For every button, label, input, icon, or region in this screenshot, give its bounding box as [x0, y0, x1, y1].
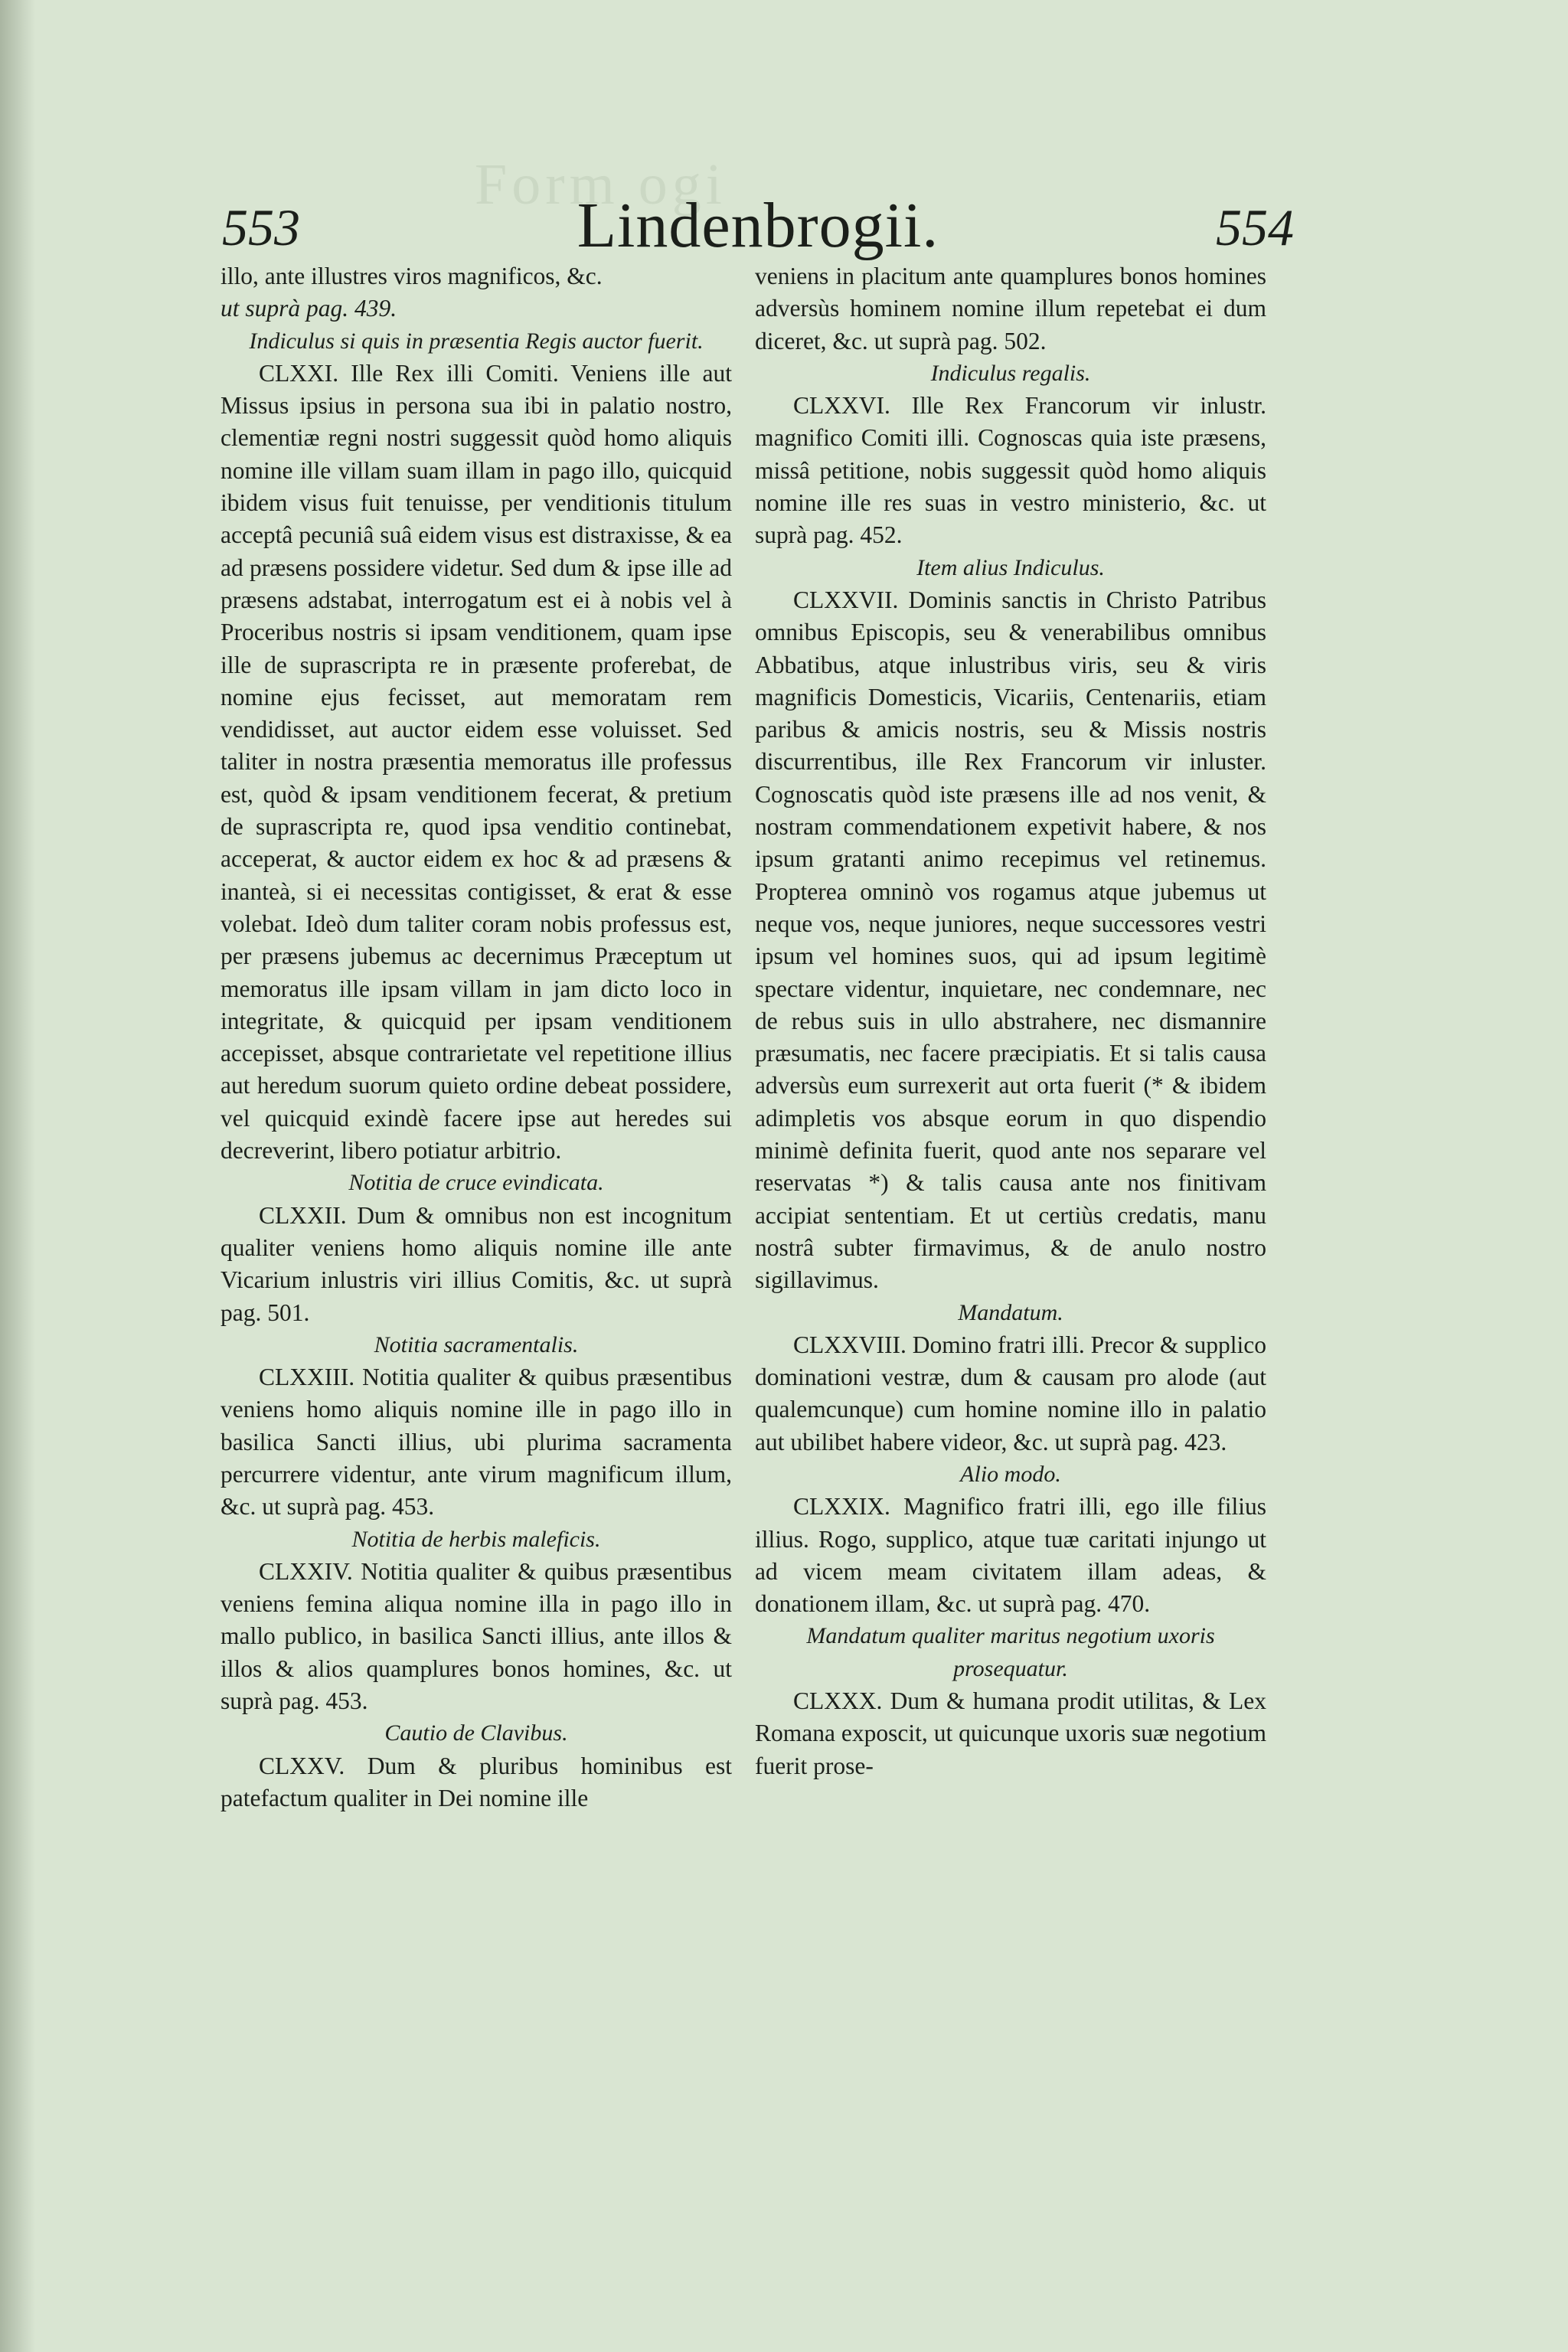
text-paragraph: CLXXI. Ille Rex illi Comiti. Veniens ille aut Missus ipsius in persona sua ibi in palatio nostro, clementiæ regni nostri suggessit quòd homo aliquis nomine ille villam suam illam in pago illo, quicquid ibidem visus fuit tenuisse, per venditionis titulum acceptâ pecuniâ suâ eidem visus est distraxisse, & ea ad præsens possidere videtur. Sed dum & ipse ille ad præsens adstabat, interrogatum est ei à nobis vel à Proceribus nostris si ipsam venditionem, quam ipse ille de suprascripta re in præsente proferebat, de nomine ejus fecisset, aut memoratam rem vendidisset, aut auctor eidem esse voluisset. Sed taliter in nostra præsentia memoratus ille professus est, quòd & ipsam venditionem fecerat, & pretium de suprascripta re, quod ipsa venditio continebat, acceperat, & auctor eidem ex hoc & ad præsens & inanteà, si ei necessitas contigisset, & erat & esse volebat. Ideò dum taliter coram nobis professus est, per præsens jubemus ac decernimus Præceptum ut memoratus ille ipsam villam in jam dicto loco in integritate, & quicquid per ipsam venditionem accepisset, absque contrarietate vel repetitione illius aut heredum suorum quieto ordine debeat possidere, vel quicquid exindè facere ipse aut heredes sui decreverint, libero potiatur arbitrio.: [220, 359, 732, 1165]
text-paragraph: CLXXII. Dum & omnibus non est incognitum qualiter veniens homo aliquis nomine ille ante Vicarium inlustris viri illius Comitis, &c. ut suprà pag. 501.: [220, 1201, 732, 1326]
section-heading: Item alius Indiculus.: [916, 554, 1105, 580]
text-paragraph: CLXXIII. Notitia qualiter & quibus præsentibus veniens homo aliquis nomine ille in pago illo in basilica Sancti illius, ubi plurima sacramenta percurrere videntur, ante virum magnificum illum, &c. ut suprà pag. 453.: [220, 1364, 732, 1521]
text-paragraph: illo, ante illustres viros magnificos, &c.: [220, 263, 603, 289]
section-heading: Notitia sacramentalis.: [374, 1331, 579, 1357]
text-paragraph: veniens in placitum ante quamplures bonos homines adversùs hominem nomine illum repetebat ei dum diceret, &c. ut suprà pag. 502.: [755, 263, 1266, 354]
running-title: Lindenbrogii.: [577, 190, 939, 261]
right-column: [755, 260, 1266, 1782]
text-paragraph: ut suprà pag. 439.: [220, 295, 397, 322]
section-heading: Mandatum.: [958, 1299, 1063, 1325]
text-paragraph: CLXXV. Dum & pluribus hominibus est patefactum qualiter in Dei nomine ille: [220, 1752, 732, 1811]
section-heading: Mandatum qualiter maritus negotium uxoris prosequatur.: [806, 1623, 1215, 1681]
section-heading: Indiculus si quis in præsentia Regis auctor fuerit.: [249, 328, 704, 354]
left-column: [220, 260, 732, 1815]
text-paragraph: CLXXVII. Dominis sanctis in Christo Patribus omnibus Episcopis, seu & venerabilibus omnibus Abbatibus, atque inlustribus viris, seu & viris magnificis Domesticis, Vicariis, Centenariis, etiam paribus & amicis nostris, seu & Missis nostris discurrentibus, ille Rex Francorum vir inluster. Cognoscatis quòd iste præsens ille ad nos venit, & nostram commendationem expetivit habere, & nos ipsum gratanti animo recepimus vel retinemus. Propterea omninò vos rogamus atque jubemus ut neque vos, neque juniores, neque successores vestri ipsum vel homines suos, qui ad ipsum legitimè spectare videntur, inquietare, nec condemnare, nec de rebus suis in ullo abstrahere, nec dismannire præsumatis, nec facere præcipiatis. Et si talis causa adversùs eum surrexerit aut orta fuerit (* & ibidem adimpletis vos absque eorum in quo dispendio minimè definita fuerit, quod ante nos separare vel reservatas *) & talis causa ante nos finitivam accipiat sententiam. Et ut certiùs credatis, manu nostrâ subter firmavimus, & de anulo nostro sigillavimus.: [755, 586, 1266, 1294]
section-heading: Alio modo.: [960, 1461, 1061, 1487]
section-heading: Notitia de herbis maleficis.: [351, 1526, 601, 1552]
page-number-right: 554: [1216, 198, 1294, 256]
section-heading: Indiculus regalis.: [930, 360, 1091, 386]
section-heading: Notitia de cruce evindicata.: [348, 1170, 604, 1196]
text-paragraph: CLXXX. Dum & humana prodit utilitas, & Lex Romana exposcit, ut quicunque uxoris suæ negotium fuerit prose-: [755, 1687, 1266, 1779]
text-paragraph: CLXXVI. Ille Rex Francorum vir inlustr. magnifico Comiti illi. Cognoscas quia iste præsens, missâ petitione, nobis suggessit quòd homo aliquis nomine ille res suas in vestro ministerio, &c. ut suprà pag. 452.: [755, 392, 1266, 549]
section-heading: Cautio de Clavibus.: [384, 1720, 568, 1746]
text-paragraph: CLXXIV. Notitia qualiter & quibus præsentibus veniens femina aliqua nomine illa in pago illo in mallo publico, in basilica Sancti illius, ante illos & illos & alios quamplures bonos homines, &c. ut suprà pag. 453.: [220, 1557, 732, 1715]
text-paragraph: CLXXIX. Magnifico fratri illi, ego ille filius illius. Rogo, supplico, atque tuæ caritati injungo ut ad vicem meam civitatem illam adeas, & donationem illam, &c. ut suprà pag. 470.: [755, 1493, 1266, 1618]
text-paragraph: CLXXVIII. Domino fratri illi. Precor & supplico dominationi vestræ, dum & causam pro alode (aut qualemcunque) cum homine nomine illo in palatio aut ubilibet habere videor, &c. ut suprà pag. 423.: [755, 1331, 1266, 1455]
page-edge: [0, 0, 35, 2352]
page-number-left: 553: [222, 198, 300, 256]
bleed-through-text: Form ogi: [475, 152, 727, 217]
